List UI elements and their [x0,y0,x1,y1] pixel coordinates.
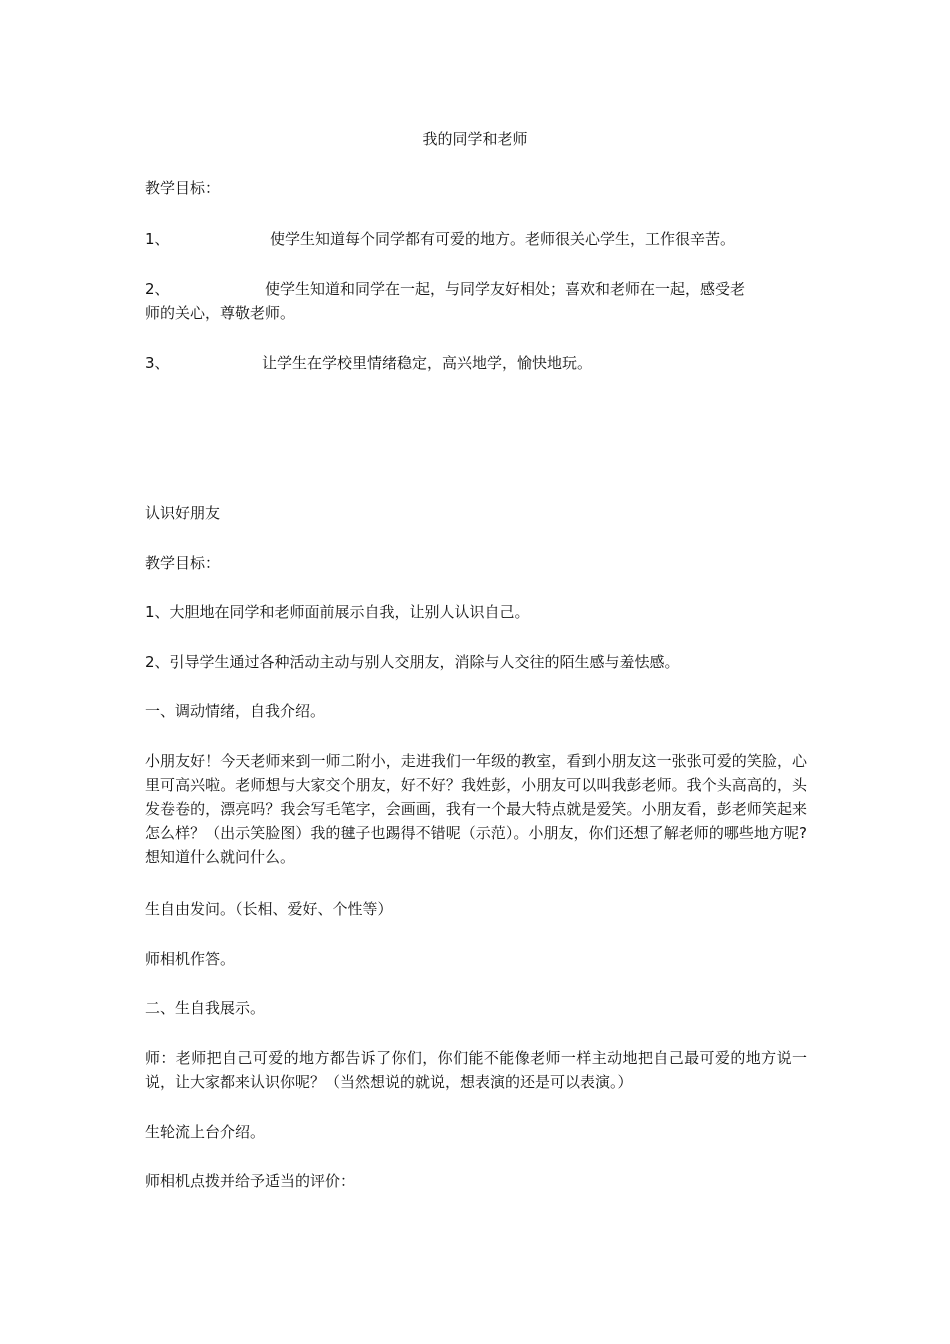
goal-heading: 教学目标： [145,554,221,572]
paragraph: 师：老师把自己可爱的地方都告诉了你们，你们能不能像老师一样主动地把自己最可爱的地方说一说，让大家都来认识你呢？（当然想说的就说，想表演的还是可以表演。） [145,1049,807,1091]
paragraph: 师相机作答。 [145,950,236,968]
goal-text-continued: 师的关心，尊敬老师。 [145,304,296,322]
step-heading: 二、生自我展示。 [145,999,266,1017]
section-title: 认识好朋友 [145,504,221,522]
goal-number: 3、 [145,354,170,372]
goal-number: 1、 [145,230,170,248]
goal-text: 使学生知道和同学在一起，与同学友好相处；喜欢和老师在一起，感受老 [265,280,746,298]
paragraph: 生自由发问。（长相、爱好、个性等） [145,900,393,918]
goal-text: 使学生知道每个同学都有可爱的地方。老师很关心学生，工作很辛苦。 [270,230,736,248]
intro-paragraph: 小朋友好！今天老师来到一师二附小，走进我们一年级的教室，看到小朋友这一张张可爱的笑脸，心里可高兴啦。老师想与大家交个朋友，好不好？我姓彭，小朋友可以叫我彭老师。我个头高高的，头发卷卷的，漂亮吗？我会写毛笔字，会画画，我有一个最大特点就是爱笑。小朋友看，彭老师笑起来怎么样？（出示笑脸图）我的毽子也踢得不错呢（示范）。小朋友，你们还想了解老师的哪些地方呢?想知道什么就问什么。 [145,752,807,866]
goal-item: 2、引导学生通过各种活动主动与别人交朋友，消除与人交往的陌生感与羞怯感。 [145,653,680,671]
goal-item: 1、大胆地在同学和老师面前展示自我，让别人认识自己。 [145,603,530,621]
goal-number: 2、 [145,280,170,298]
document-title: 我的同学和老师 [422,130,528,148]
step-heading: 一、调动情绪，自我介绍。 [145,702,326,720]
paragraph: 生轮流上台介绍。 [145,1123,266,1141]
goal-text: 让学生在学校里情绪稳定，高兴地学，愉快地玩。 [262,354,593,372]
paragraph: 师相机点拨并给予适当的评价： [145,1172,356,1190]
goal-heading: 教学目标： [145,179,221,197]
